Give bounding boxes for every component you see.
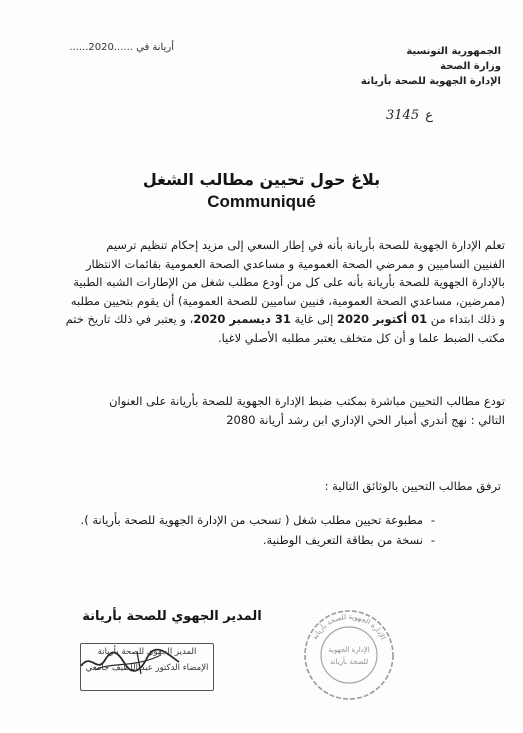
paragraph-line: (ممرضين، مساعدي الصحة العمومية، فنيين ساميين للصحة العمومية) أن يقوم بتحيين مطلبه xyxy=(70,293,505,308)
paragraph-line: تودع مطالب التحيين مباشرة بمكتب ضبط الإدارة الجهوية للصحة بأريانة على العنوان xyxy=(109,394,505,408)
paragraph-announcement xyxy=(13,236,505,347)
place-and-date: أريانة في ......2020...... xyxy=(69,42,174,53)
director-title: المدير الجهوي للصحة بأريانة xyxy=(82,609,262,624)
list-item xyxy=(81,510,443,530)
paragraph-line: الفنيين الساميين و ممرضي الصحة العمومية و مساعدي الصحة العمومية بقائمات الانتظار xyxy=(85,256,505,271)
letterhead-republic: الجمهورية التونسية xyxy=(406,46,501,57)
signature-box-title: المدير الجهوي للصحة بأريانة xyxy=(97,647,197,657)
letterhead-ministry: وزارة الصحة xyxy=(440,61,501,72)
reference-number-value: 3145 xyxy=(386,108,420,123)
start-date: 01 أكتوبر 2020 xyxy=(337,312,428,326)
dash-bullet-icon: - xyxy=(430,533,436,547)
dash-bullet-icon: - xyxy=(430,513,436,527)
dates-suffix: ، و يعتبر في ذلك تاريخ ختم xyxy=(65,312,194,326)
official-stamp-icon xyxy=(300,606,398,704)
paragraph-line: تعلم الإدارة الجهوية للصحة بأريانة بأنه في إطار السعي إلى مزيد إحكام تنظيم ترسيم xyxy=(106,238,505,252)
page-title-arabic: بلاغ حول تحيين مطالب الشغل xyxy=(142,170,381,189)
paragraph-line: التالي : نهج أندري أمبار الحي الإداري ابن رشد أريانة 2080 xyxy=(226,412,505,427)
page-title-french: Communiqué xyxy=(207,192,316,211)
paragraph-line-dates xyxy=(13,310,505,329)
stamp-outer-text: الإدارة الجهوية للصحة بأريانة xyxy=(310,612,388,641)
stamp-inner-line1: الإدارة الجهوية xyxy=(328,646,370,654)
paragraph-line: بالإدارة الجهوية للصحة بأريانة بأنه على كل من أودع مطلب شغل من الإطارات الشبه الطبية xyxy=(73,275,505,289)
paragraph-address xyxy=(13,392,505,429)
attachments-intro xyxy=(201,477,501,496)
attachments-intro-text: ترفق مطالب التحيين بالوثائق التالية : xyxy=(324,479,501,493)
letterhead-regional-directorate: الإدارة الجهوية للصحة بأريانة xyxy=(360,76,501,87)
dates-middle: إلى غاية xyxy=(290,312,338,326)
reference-suffix-mark: ع xyxy=(425,108,433,123)
list-item xyxy=(81,530,443,550)
end-date: 31 ديسمبر 2020 xyxy=(193,312,291,326)
handwritten-signature-icon xyxy=(75,648,185,678)
stamp-inner-line2: للصحة بأريانة xyxy=(329,658,369,666)
signature-box-name: الإمضاء الدكتور عبد اللطيف جامعي xyxy=(85,663,209,673)
dates-prefix: و ذلك ابتداء من xyxy=(427,312,505,326)
attachments-list xyxy=(81,510,443,550)
letterhead xyxy=(361,44,501,89)
reference-number xyxy=(386,108,433,123)
paragraph-line: مكتب الضبط علما و أن كل متخلف يعتبر مطلبه الأصلي لاغيا. xyxy=(217,330,505,345)
attachment-item-text: مطبوعة تحيين مطلب شغل ( تسحب من الإدارة الجهوية للصحة بأريانة ). xyxy=(80,513,423,527)
attachment-item-text: نسخة من بطاقة التعريف الوطنية. xyxy=(262,533,423,547)
